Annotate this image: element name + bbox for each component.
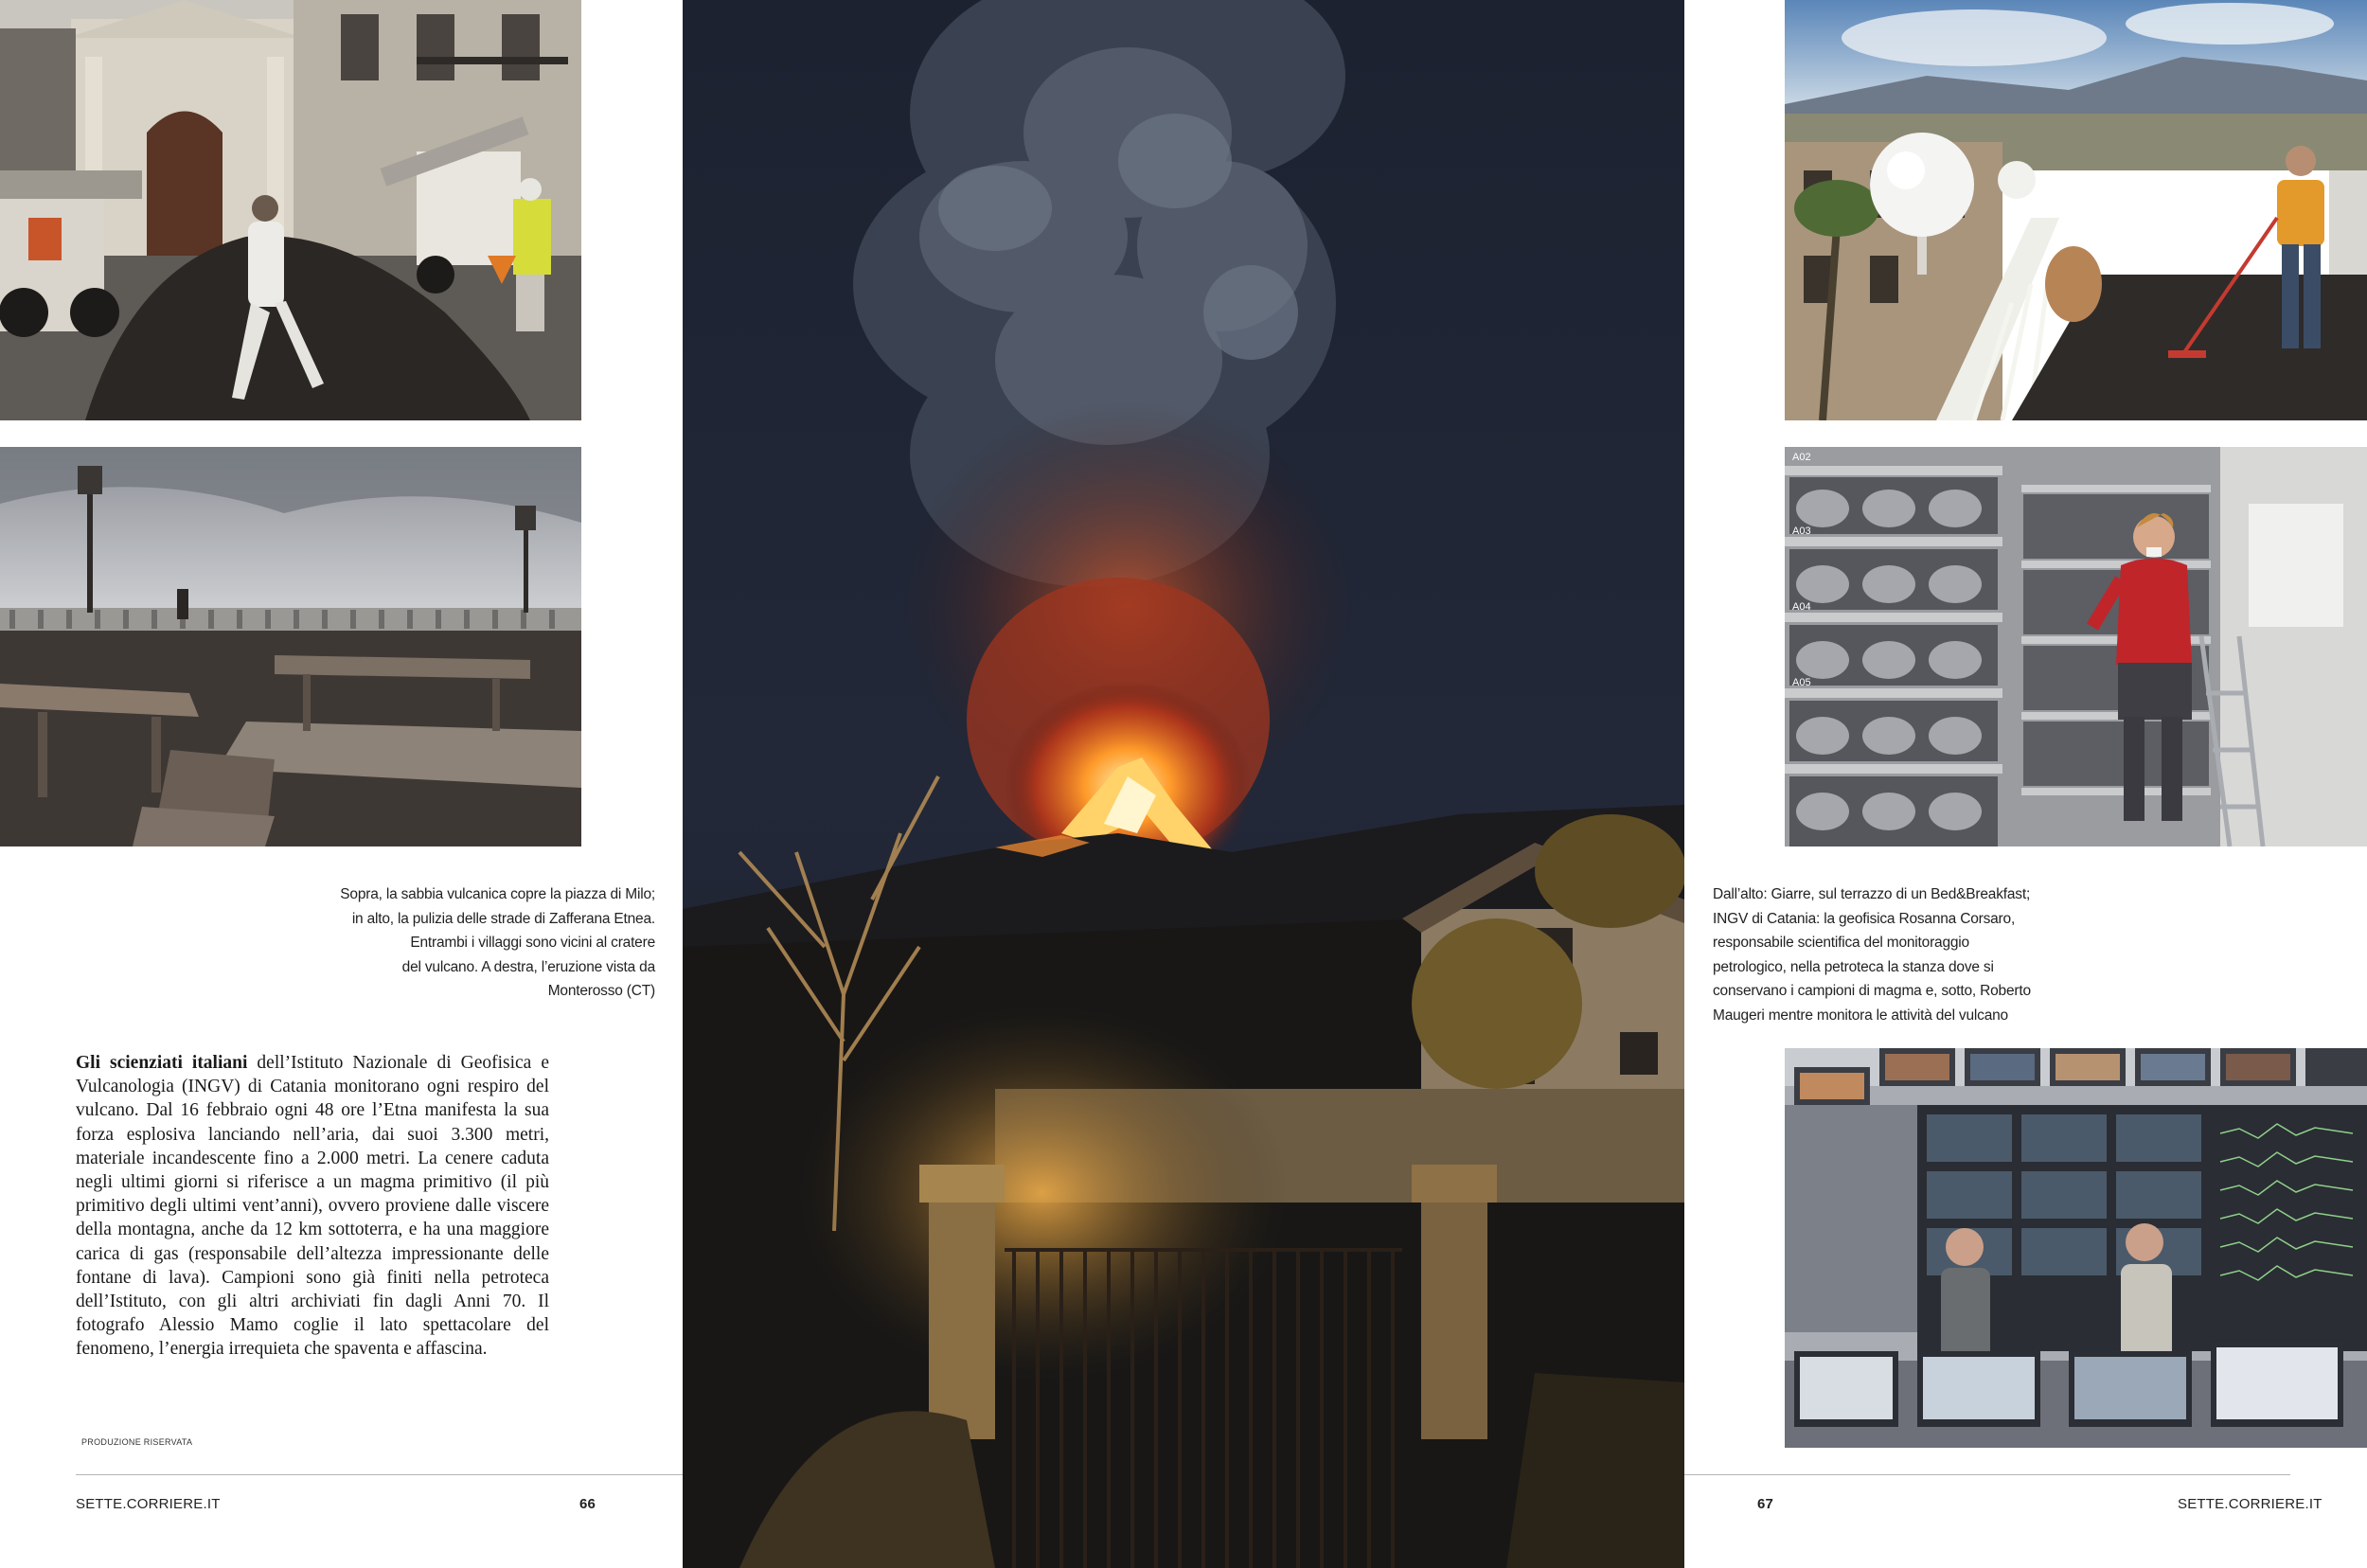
caption-right-line: petrologico, nella petroteca la stanza dove si [1713,958,1994,975]
caption-right [1713,882,2063,1027]
caption-right-line: responsabile scientifica del monitoraggio [1713,935,1969,951]
caption-left-line: Sopra, la sabbia vulcanica copre la piazza di Milo; [340,886,655,902]
article-lead: Gli scienziati italiani [76,1053,248,1073]
article-body [76,1051,549,1362]
page-number-left: 66 [579,1496,596,1512]
photo-giarre-terrace [1785,0,2367,420]
caption-left-line: Entrambi i villaggi sono vicini al cratere [410,935,655,951]
photo-milo-piazza [0,447,581,846]
caption-left-line: in alto, la pulizia delle strade di Zafferana Etnea. [351,910,655,927]
caption-right-line: Dall’alto: Giarre, sul terrazzo di un Bed&Breakfast; [1713,886,2031,902]
caption-left [312,882,655,1004]
caption-right-line: conservano i campioni di magma e, sotto, Roberto [1713,983,2031,999]
shelf-label-a02: A02 [1792,452,1811,463]
caption-right-line: Maugeri mentre monitora le attività del vulcano [1713,1007,2008,1024]
photo-etna-eruption [683,0,1684,1568]
shelf-label-a03: A03 [1792,526,1811,537]
caption-left-line: del vulcano. A destra, l’eruzione vista da [401,958,655,975]
page-number-right: 67 [1757,1496,1774,1512]
photo-street-cleaning [0,0,581,420]
shelf-label-a05: A05 [1792,677,1811,688]
footer-rule-left [76,1474,683,1475]
caption-left-line: Monterosso (CT) [547,983,655,999]
footer-rule-right [1684,1474,2290,1475]
footer-site-left[interactable]: SETTE.CORRIERE.IT [76,1496,221,1512]
article-text: dell’Istituto Nazionale di Geofisica e Vulcanologia (INGV) di Catania monitorano ogni respiro del vulcano. Dal 16 febbraio ogni 48 ore l’Etna manifesta la sua forza esplosiva lanciando nell’aria, dai suoi 3.300 metri, materiale incandescente fino a 2.000 metri. La cenere caduta negli ultimi giorni si riferisce a un magma primitivo (il più primitivo degli ultimi vent’anni), ovvero proviene dalle viscere della montagna, anche da 12 km sottoterra, e ha una maggiore carica di gas (responsabile dell’altezza impressionante delle fontane di lava). Campioni sono già finiti nella petroteca dell’Istituto, con gli altri archiviati fin dagli Anni 70. Il fotografo Alessio Mamo coglie il lato spettacolare del fenomeno, l’energia irrequieta che spaventa e affascina. [76,1053,549,1360]
article-credit: PRODUZIONE RISERVATA [81,1437,193,1447]
footer-site-right[interactable]: SETTE.CORRIERE.IT [2178,1496,2323,1512]
shelf-label-a04: A04 [1792,601,1811,613]
caption-right-line: INGV di Catania: la geofisica Rosanna Corsaro, [1713,910,2016,927]
photo-ingv-petroteca [1785,447,2367,846]
photo-ingv-control-room [1785,1048,2367,1448]
